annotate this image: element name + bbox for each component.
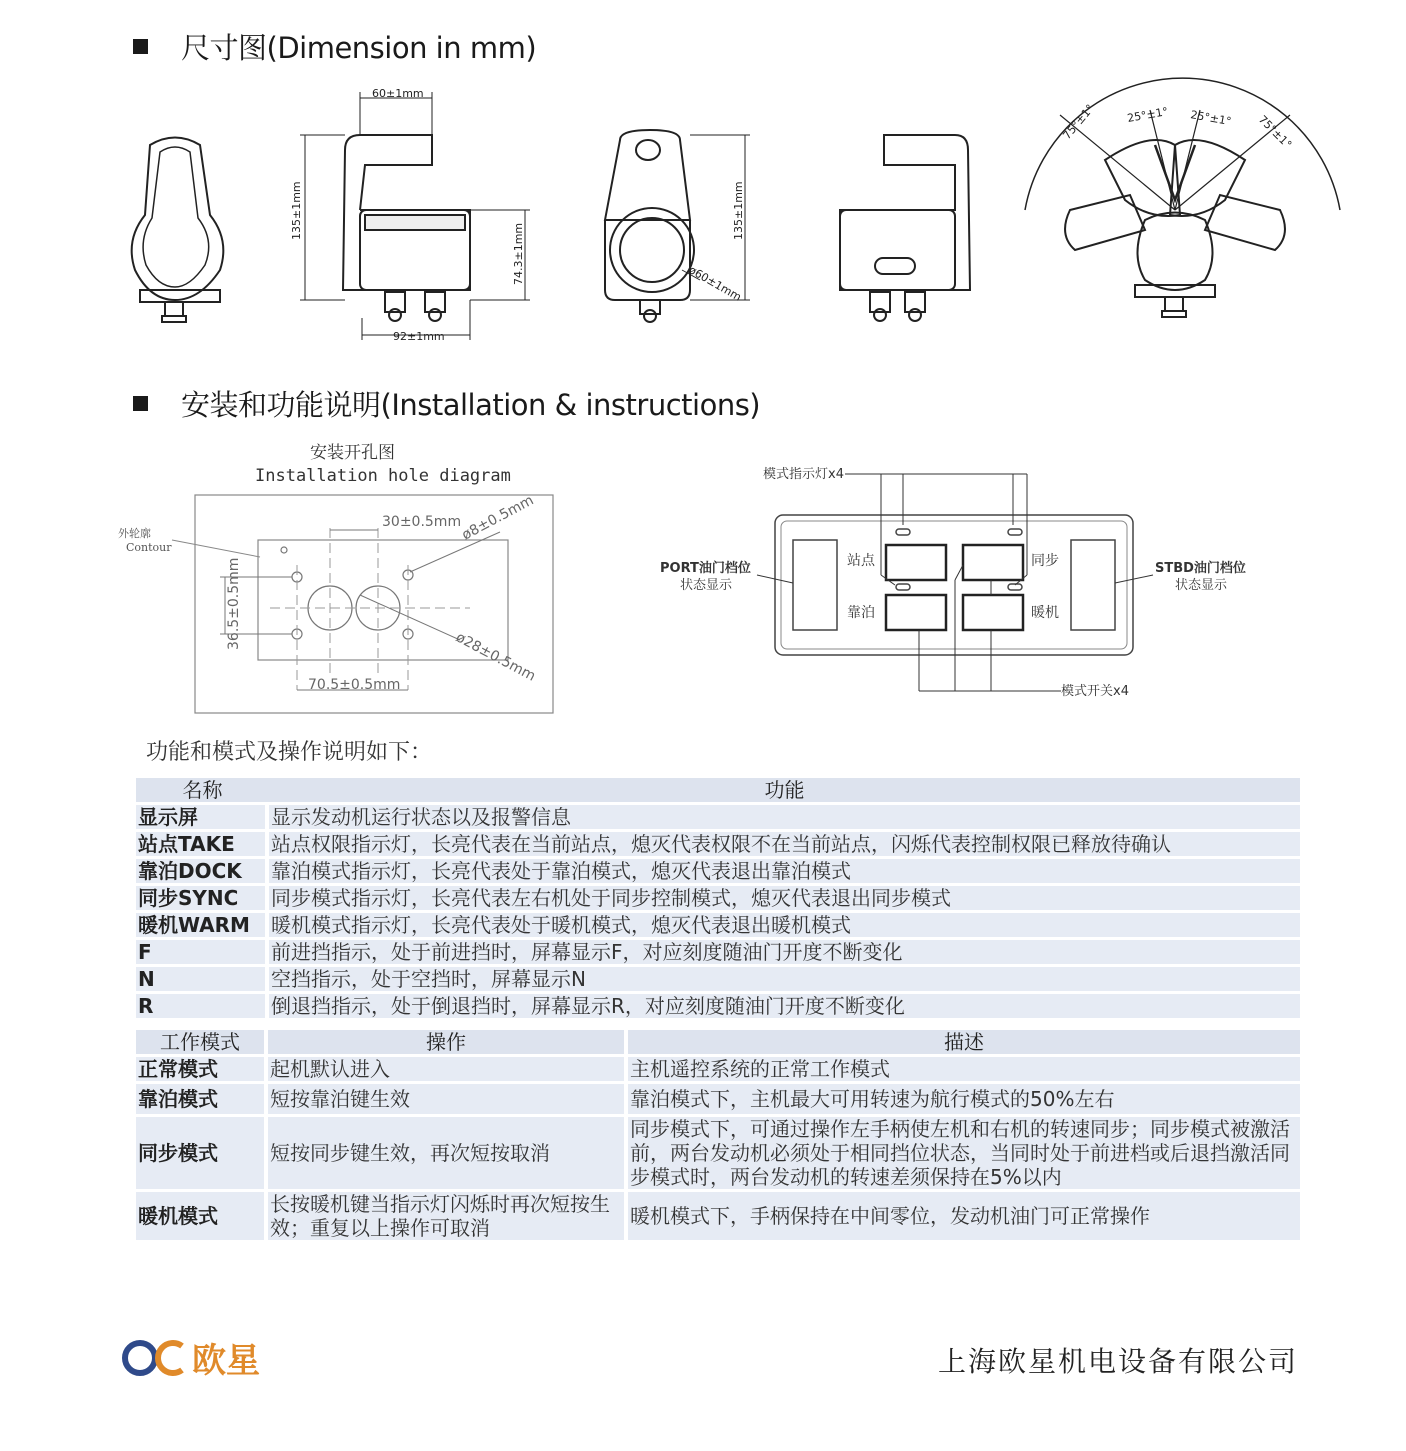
- take-switch[interactable]: [886, 545, 946, 580]
- mode-row-op: 短按同步键生效，再次短按取消: [268, 1117, 628, 1189]
- dim-diameter: ø60±1mm: [686, 263, 744, 304]
- mode-row-desc: 主机遥控系统的正常工作模式: [628, 1057, 1300, 1081]
- contour-cn: 外轮廓: [118, 527, 151, 540]
- header-description: 描述: [628, 1030, 1300, 1054]
- dimension-section-title: [133, 26, 536, 67]
- indicator-label: 模式指示灯x4: [763, 467, 844, 482]
- function-row: [136, 886, 1300, 910]
- dim-width-bottom: 92±1mm: [393, 330, 445, 343]
- angle-inner-right: 25°±1°: [1189, 108, 1233, 129]
- hole-dim-30: 30±0.5mm: [382, 514, 462, 530]
- function-row-desc: 倒退挡指示，处于倒退挡时，屏幕显示R，对应刻度随油门开度不断变化: [269, 994, 1300, 1018]
- dim-height-left: 135±1mm: [290, 181, 303, 240]
- mode-row-desc: 靠泊模式下，主机最大可用转速为航行模式的50%左右: [628, 1084, 1300, 1114]
- mode-row-mode: 靠泊模式: [136, 1084, 268, 1114]
- bullet-icon: [133, 396, 148, 411]
- hole-title-en: Installation hole diagram: [255, 466, 511, 486]
- sync-label: 同步: [1031, 553, 1059, 569]
- company-logo: [120, 1333, 260, 1382]
- opposite-side-drawing: [840, 135, 970, 321]
- mode-row: [136, 1117, 1300, 1189]
- mode-row-desc: 暖机模式下，手柄保持在中间零位，发动机油门可正常操作: [628, 1192, 1300, 1240]
- angle-inner-left: 25°±1°: [1126, 104, 1170, 125]
- header-function: 功能: [269, 778, 1300, 802]
- dimension-drawings: [0, 70, 1406, 360]
- function-row-desc: 前进挡指示，处于前进挡时，屏幕显示F，对应刻度随油门开度不断变化: [269, 940, 1300, 964]
- take-label: 站点: [847, 553, 875, 569]
- dim-height-body: 74.3±1mm: [512, 222, 525, 285]
- mode-table-header: [136, 1030, 1300, 1054]
- angle-range-drawing: [1025, 78, 1340, 317]
- take-indicator-light: [896, 529, 910, 535]
- header-name: 名称: [136, 778, 269, 802]
- dock-label: 靠泊: [847, 605, 875, 621]
- angle-outer-left: 75°±1°: [1060, 101, 1097, 142]
- function-row-name: N: [136, 967, 269, 991]
- function-table: [136, 775, 1300, 1021]
- port-label-line1: PORT油门档位: [660, 561, 751, 576]
- sync-indicator-light: [1008, 529, 1022, 535]
- mode-table: [136, 1027, 1300, 1243]
- warm-switch[interactable]: [963, 595, 1023, 630]
- function-row-desc: 靠泊模式指示灯，长亮代表处于靠泊模式，熄灭代表退出靠泊模式: [269, 859, 1300, 883]
- contour-en: Contour: [126, 541, 172, 554]
- mode-row-op: 短按靠泊键生效: [268, 1084, 628, 1114]
- install-section-title: [133, 383, 760, 424]
- mode-row-desc: 同步模式下，可通过操作左手柄使左机和右机的转速同步；同步模式被激活前，两台发动机必须处于相同挡位状态，当同时处于前进档或后退挡激活同步模式时，两台发动机的转速差须保持在5%以内: [628, 1117, 1300, 1189]
- function-row-desc: 空挡指示，处于空挡时，屏幕显示N: [269, 967, 1300, 991]
- warm-label: 暖机: [1031, 605, 1059, 621]
- dim-height-side: 135±1mm: [732, 181, 745, 240]
- logo-brand-text: 欧星: [192, 1341, 260, 1381]
- function-row-name: 暖机WARM: [136, 913, 269, 937]
- hole-dim-70: 70.5±0.5mm: [308, 677, 401, 693]
- function-row-desc: 显示发动机运行状态以及报警信息: [269, 805, 1300, 829]
- bullet-icon: [133, 39, 148, 54]
- stbd-display: [1071, 540, 1115, 630]
- hole-dim-8: ø8±0.5mm: [459, 492, 537, 544]
- function-row: [136, 832, 1300, 856]
- mode-row-op: 起机默认进入: [268, 1057, 628, 1081]
- hole-dim-36: 36.5±0.5mm: [226, 557, 242, 650]
- mode-row: [136, 1057, 1300, 1081]
- mode-row: [136, 1192, 1300, 1240]
- function-row-name: 同步SYNC: [136, 886, 269, 910]
- header-operation: 操作: [268, 1030, 628, 1054]
- company-name: 上海欧星机电设备有限公司: [937, 1345, 1298, 1378]
- mode-row-mode: 正常模式: [136, 1057, 268, 1081]
- front-view-drawing: [132, 138, 224, 323]
- function-row-desc: 暖机模式指示灯，长亮代表处于暖机模式，熄灭代表退出暖机模式: [269, 913, 1300, 937]
- function-row: [136, 940, 1300, 964]
- mode-row-op: 长按暖机键当指示灯闪烁时再次短按生效；重复以上操作可取消: [268, 1192, 628, 1240]
- switch-label: 模式开关x4: [1061, 684, 1129, 699]
- mode-row: [136, 1084, 1300, 1114]
- stbd-label-line2: 状态显示: [1175, 578, 1228, 593]
- port-display: [793, 540, 837, 630]
- install-title-text: 安装和功能说明(Installation & instructions): [181, 388, 761, 422]
- rear-view-drawing: [605, 130, 694, 322]
- function-row: [136, 859, 1300, 883]
- dock-switch[interactable]: [886, 595, 946, 630]
- function-row-desc: 站点权限指示灯，长亮代表在当前站点，熄灭代表权限不在当前站点，闪烁代表控制权限已释放待确认: [269, 832, 1300, 856]
- function-row-name: 显示屏: [136, 805, 269, 829]
- function-row-name: R: [136, 994, 269, 1018]
- function-intro: 功能和模式及操作说明如下：: [146, 740, 433, 765]
- dimension-title-text: 尺寸图(Dimension in mm): [181, 31, 537, 65]
- control-panel-diagram: [655, 455, 1275, 705]
- function-row: [136, 805, 1300, 829]
- side-view-drawing: [343, 135, 470, 321]
- hole-diagram: [110, 440, 570, 720]
- port-label-line2: 状态显示: [680, 578, 733, 593]
- function-row-desc: 同步模式指示灯，长亮代表左右机处于同步控制模式，熄灭代表退出同步模式: [269, 886, 1300, 910]
- function-row-name: 站点TAKE: [136, 832, 269, 856]
- oc-logo-icon: [120, 1338, 190, 1378]
- function-row: [136, 913, 1300, 937]
- function-row-name: F: [136, 940, 269, 964]
- hole-dim-28: ø28±0.5mm: [453, 629, 539, 685]
- function-row-name: 靠泊DOCK: [136, 859, 269, 883]
- dim-width-top: 60±1mm: [372, 87, 424, 100]
- dock-indicator-light: [896, 584, 910, 590]
- function-table-header: [136, 778, 1300, 802]
- hole-title-cn: 安装开孔图: [310, 443, 395, 463]
- stbd-label-line1: STBD油门档位: [1155, 561, 1246, 576]
- function-row: [136, 967, 1300, 991]
- function-row: [136, 994, 1300, 1018]
- sync-switch[interactable]: [963, 545, 1023, 580]
- angle-outer-right: 75°±1°: [1255, 112, 1295, 152]
- header-mode: 工作模式: [136, 1030, 268, 1054]
- mode-row-mode: 暖机模式: [136, 1192, 268, 1240]
- mode-row-mode: 同步模式: [136, 1117, 268, 1189]
